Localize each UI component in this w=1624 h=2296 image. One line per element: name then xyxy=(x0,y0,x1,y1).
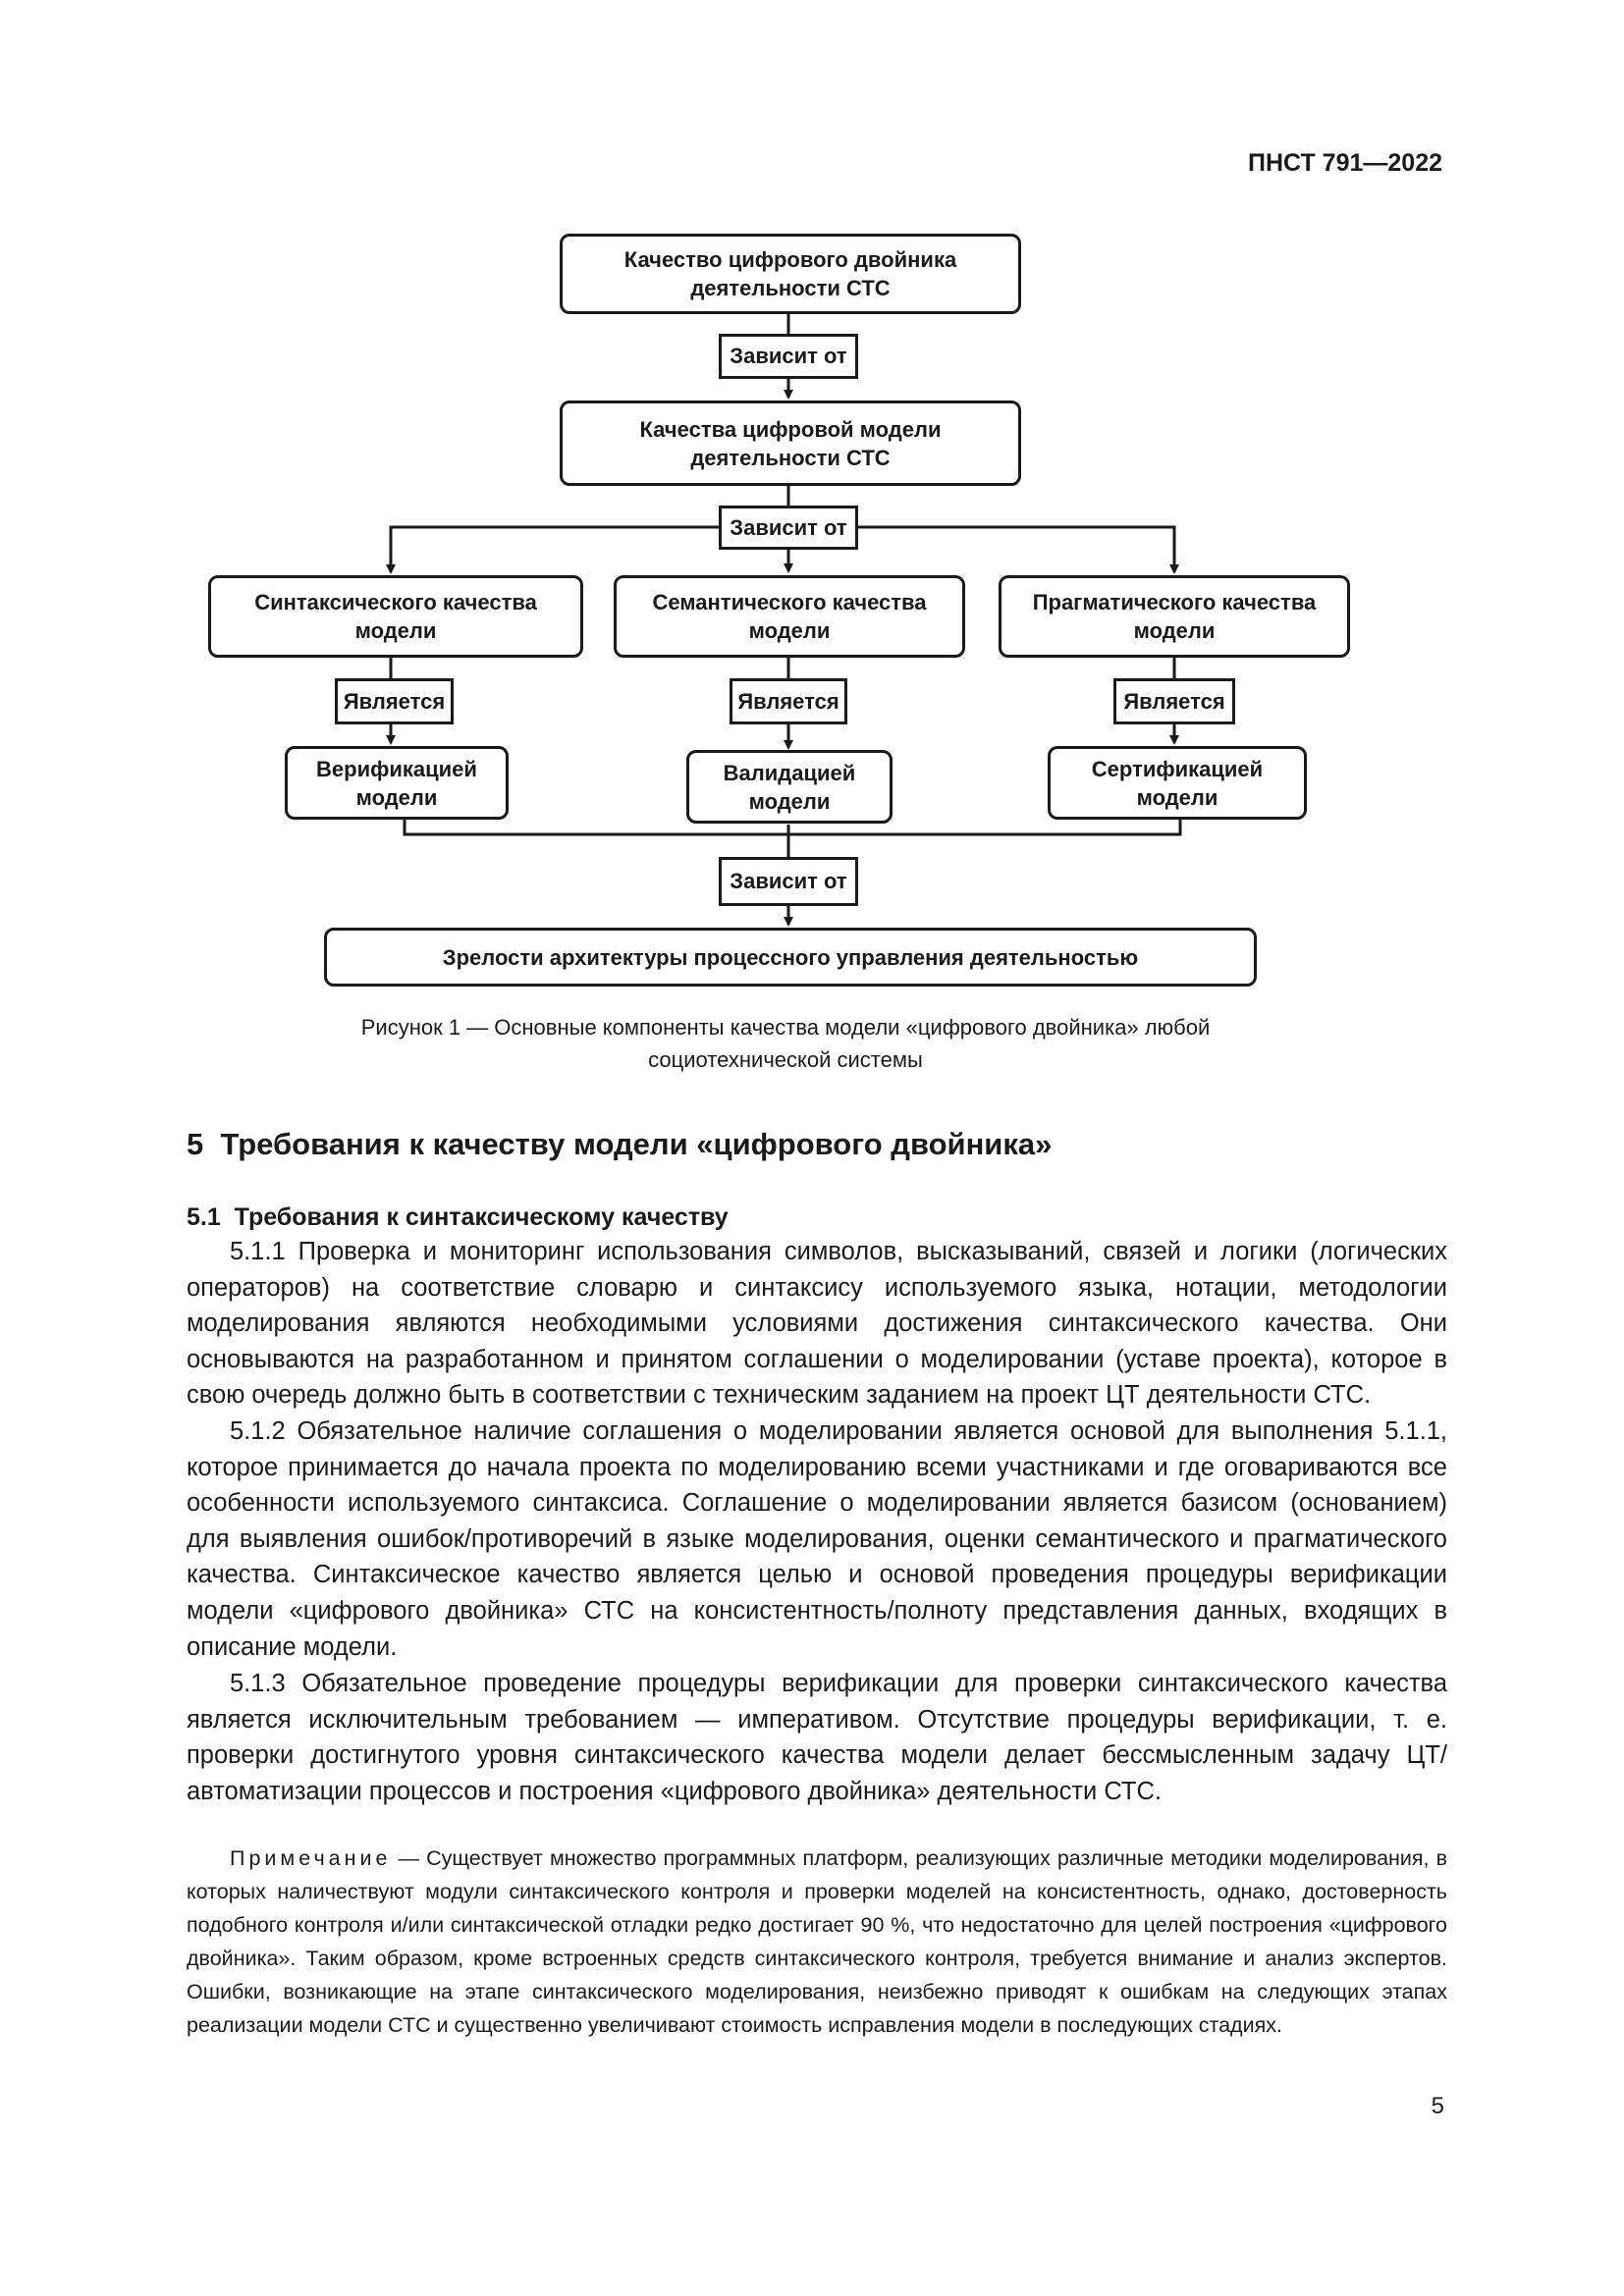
note-text: — Существует множество программных платформ, реализующих различные методики моделирования, в которых наличествуют модули синтаксического контроля и проверки моделей на консистентность, однако, достоверность подобного контроля и/или синтаксической отладки редко достигает 90 %, что недостаточно для целей построения «цифрового двойника». Таким образом, кроме встроенных средств синтаксического контроля, требуется внимание и анализ экспертов. Ошибки, возникающие на этапе синтаксического моделирования, неизбежно приводят к ошибкам на следующих этапах реализации модели СТС и существенно увеличивают стоимость исправления модели в последующих стадиях. xyxy=(187,1846,1447,2037)
page-number: 5 xyxy=(1431,2093,1444,2119)
depends-on-tag-1: Зависит от xyxy=(719,334,858,379)
digital-twin-quality-box: Качество цифрового двойника деятельности СТС xyxy=(560,234,1021,314)
validation-box: Валидацией модели xyxy=(686,750,893,824)
is-tag-3: Является xyxy=(1113,678,1235,724)
figure-caption xyxy=(196,1011,1375,1076)
is-tag-2: Является xyxy=(730,678,847,724)
digital-model-quality-box: Качества цифровой модели деятельности СТС xyxy=(560,400,1021,486)
process-maturity-box: Зрелости архитектуры процессного управления деятельностью xyxy=(324,928,1257,987)
connector-left-branch xyxy=(391,527,719,572)
section-title: 5 Требования к качеству модели «цифрового двойника» xyxy=(187,1127,1053,1161)
paragraph-5-1-3: 5.1.3 Обязательное проведение процедуры верификации для проверки синтаксического качества является исключительным требованием — императивом. Отсутствие процедуры верификации, т. е. проверки достигнутого уровня синтаксического качества модели делает бессмысленным задачу ЦТ/автоматизации процессов и построения «цифрового двойника» деятельности СТС. xyxy=(187,1670,1447,1805)
verification-box: Верификацией модели xyxy=(285,746,509,820)
connector-right-branch xyxy=(858,527,1174,572)
note xyxy=(187,1842,1447,2042)
figure-caption-line-1: Рисунок 1 — Основные компоненты качества модели «цифрового двойника» любой xyxy=(360,1015,1211,1040)
is-tag-1: Является xyxy=(335,678,454,724)
quality-components-diagram xyxy=(196,226,1375,996)
pragmatic-quality-box: Прагматического качества модели xyxy=(999,575,1350,658)
depends-on-tag-2: Зависит от xyxy=(719,506,858,550)
depends-on-tag-3: Зависит от xyxy=(719,857,858,906)
note-label: Примечание xyxy=(230,1846,392,1870)
subsection-title: 5.1 Требования к синтаксическому качеству xyxy=(187,1203,729,1231)
document-number: ПНСТ 791—2022 xyxy=(1248,149,1442,177)
syntactic-quality-box: Синтаксического качества модели xyxy=(208,575,583,658)
certification-box: Сертификацией модели xyxy=(1048,746,1307,820)
paragraph-5-1-1: 5.1.1 Проверка и мониторинг использования символов, высказываний, связей и логики (логических операторов) на соответствие словарю и синтаксису используемого языка, нотации, методологии моделирования являются необходимыми условиями достижения синтаксического качества. Они основываются на разработанном и принятом соглашении о моделировании (уставе проекта), которое в свою очередь должно быть в соответствии с техническим заданием на проект ЦТ деятельности СТС. xyxy=(187,1238,1447,1410)
semantic-quality-box: Семантического качества модели xyxy=(614,575,965,658)
figure-caption-line-2: социотехнической системы xyxy=(648,1047,923,1072)
paragraph-5-1-2: 5.1.2 Обязательное наличие соглашения о моделировании является основой для выполнения 5.1.1, которое принимается до начала проекта по моделированию всеми участниками и где оговариваются все особенности используемого синтаксиса. Соглашение о моделировании является базисом (основанием) для выявления ошибок/противоречий в языке моделирования, оценки семантического и прагматического качества. Синтаксическое качество является целью и основой проведения процедуры верификации модели «цифрового двойника» СТС на консистентность/полноту представления данных, входящих в описание модели. xyxy=(187,1417,1447,1661)
